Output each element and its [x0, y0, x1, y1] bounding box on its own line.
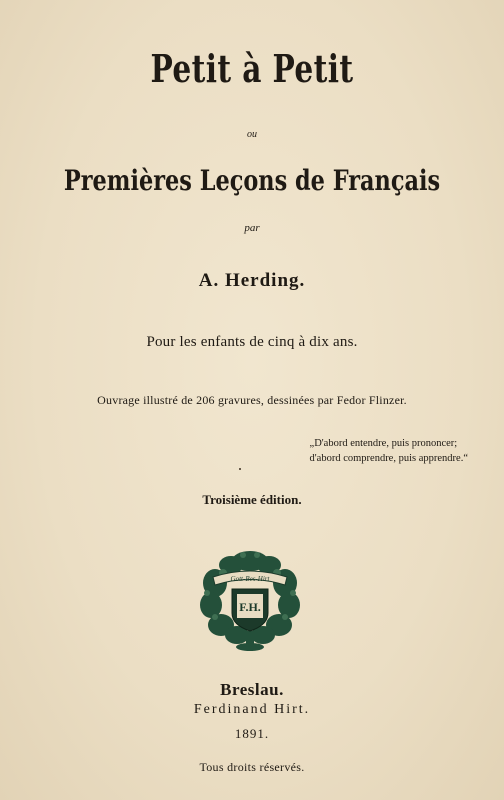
- motto: [310, 436, 468, 466]
- illustrations-line: Ouvrage illustré de 206 gravures, dessinées par Fedor Flinzer.: [97, 393, 407, 407]
- ornament-dot: [239, 468, 241, 470]
- emblem-banner-text: Gott-Bes-Hirt: [230, 575, 270, 583]
- book-title: Petit à Petit: [150, 46, 354, 91]
- audience-line: Pour les enfants de cinq à dix ans.: [146, 334, 358, 350]
- imprint-city: Breslau.: [220, 680, 284, 699]
- author-preposition: par: [244, 222, 260, 234]
- emblem-monogram: F.H.: [239, 600, 261, 614]
- book-subtitle: Premières Leçons de Français: [63, 164, 441, 197]
- title-conjunction: ou: [247, 129, 257, 140]
- imprint-publisher: Ferdinand Hirt.: [193, 702, 311, 717]
- author-name: A. Herding.: [198, 270, 306, 291]
- motto-line-1: „D'abord entendre, puis prononcer;: [309, 438, 458, 449]
- publisher-emblem-icon: [197, 547, 303, 651]
- imprint-rights: Tous droits réservés.: [199, 760, 305, 774]
- edition-line: Troisième édition.: [202, 492, 302, 507]
- motto-line-2: d'abord comprendre, puis apprendre.“: [309, 453, 468, 464]
- imprint-year: 1891.: [234, 726, 270, 741]
